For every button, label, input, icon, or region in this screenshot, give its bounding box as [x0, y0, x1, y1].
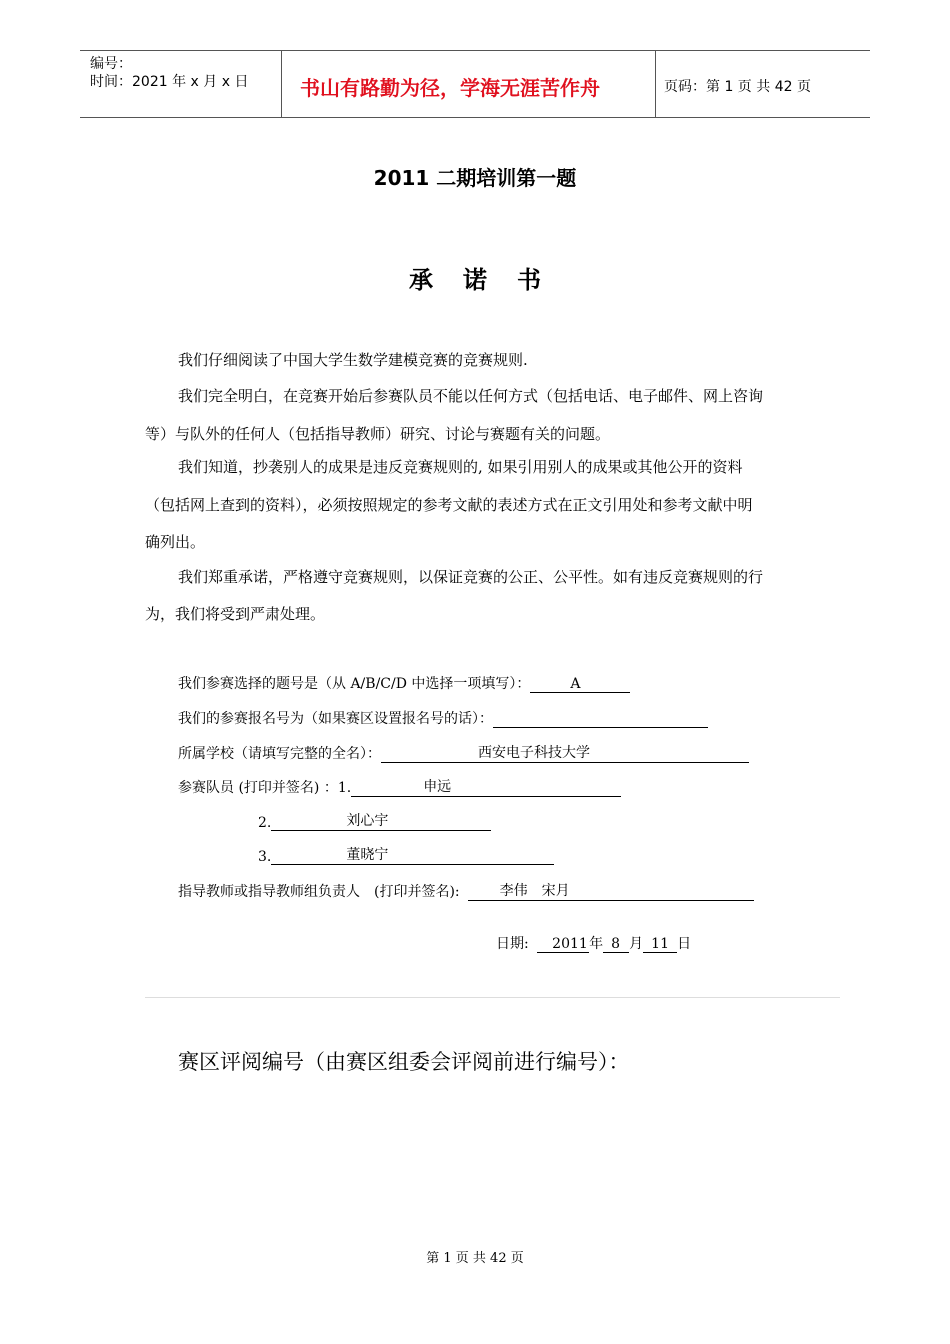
school-row [178, 743, 749, 763]
header-number-label: 编号： [90, 56, 132, 72]
member-3-field[interactable] [271, 847, 554, 865]
school-label: 所属学校（请填写完整的全名）： [178, 746, 381, 762]
registration-label: 我们的参赛报名号为（如果赛区设置报名号的话）： [178, 711, 493, 727]
member-2-value: 刘心宇 [346, 813, 389, 829]
doc-title: 承诺书 [409, 265, 571, 294]
header-divider-1 [281, 50, 282, 117]
advisor-label: 指导教师或指导教师组负责人 (打印并签名): [178, 884, 460, 900]
header-divider-2 [655, 50, 656, 117]
doc-subtitle: 2011 二期培训第一题 [373, 166, 577, 190]
date-day-value: 11 [651, 936, 669, 952]
advisor-row [178, 881, 754, 901]
advisor-field[interactable] [468, 883, 754, 901]
problem-row [178, 673, 630, 693]
date-month-value: 8 [611, 936, 621, 952]
header-time-label: 时间：2021 年 x 月 x 日 [90, 74, 249, 90]
date-month-field[interactable] [603, 935, 629, 953]
member-1-row [178, 777, 621, 797]
members-label: 参赛队员 (打印并签名) ：1. [178, 780, 352, 796]
member-3-value: 董晓宁 [346, 847, 389, 863]
paragraph-4-line-1: 我们郑重承诺，严格遵守竞赛规则，以保证竞赛的公正、公平性。如有违反竞赛规则的行 [178, 568, 764, 586]
school-field[interactable] [381, 745, 749, 763]
member-2-prefix: 2. [258, 815, 272, 831]
member-2-row [258, 813, 491, 831]
member-3-prefix: 3. [258, 849, 272, 865]
date-month-unit: 月 [629, 936, 644, 952]
date-year-value: 2011 [552, 936, 588, 952]
problem-field[interactable] [530, 675, 630, 693]
header-bottom-border [80, 117, 870, 118]
date-year-unit: 年 [589, 936, 604, 952]
paragraph-4-line-2: 为，我们将受到严肃处理。 [145, 605, 326, 623]
date-day-unit: 日 [677, 936, 692, 952]
member-1-field[interactable] [351, 779, 621, 797]
header-page-label: 页码：第 1 页 共 42 页 [664, 79, 811, 95]
section-divider [145, 997, 840, 998]
member-1-value: 申远 [423, 779, 452, 795]
school-value: 西安电子科技大学 [478, 745, 590, 761]
header-motto: 书山有路勤为径，学海无涯苦作舟 [300, 76, 600, 100]
paragraph-3-line-2: （包括网上查到的资料），必须按照规定的参考文献的表述方式在正文引用处和参考文献中明 [145, 496, 753, 514]
member-2-field[interactable] [271, 813, 491, 831]
advisor-value: 李伟 宋月 [499, 883, 570, 899]
member-3-row [258, 847, 554, 865]
paragraph-1-line-1: 我们仔细阅读了中国大学生数学建模竞赛的竞赛规则. [178, 351, 528, 369]
footer-page-number: 第 1 页 共 42 页 [426, 1251, 524, 1266]
paragraph-2-line-1: 我们完全明白，在竞赛开始后参赛队员不能以任何方式（包括电话、电子邮件、网上咨询 [178, 387, 764, 405]
registration-row [178, 708, 708, 728]
problem-value: A [570, 676, 581, 692]
paragraph-2-line-2: 等）与队外的任何人（包括指导教师）研究、讨论与赛题有关的问题。 [145, 425, 611, 443]
date-label: 日期: [496, 936, 529, 952]
paragraph-3-line-1: 我们知道，抄袭别人的成果是违反竞赛规则的, 如果引用别人的成果或其他公开的资料 [178, 458, 743, 476]
problem-label: 我们参赛选择的题号是（从 A/B/C/D 中选择一项填写）： [178, 676, 531, 692]
paragraph-3-line-3: 确列出。 [145, 533, 206, 551]
header-top-border [80, 50, 870, 51]
date-row [496, 933, 691, 953]
date-day-field[interactable] [643, 935, 677, 953]
date-year-field[interactable] [537, 935, 589, 953]
registration-field[interactable] [493, 710, 708, 728]
review-number-label: 赛区评阅编号（由赛区组委会评阅前进行编号）： [178, 1050, 630, 1074]
